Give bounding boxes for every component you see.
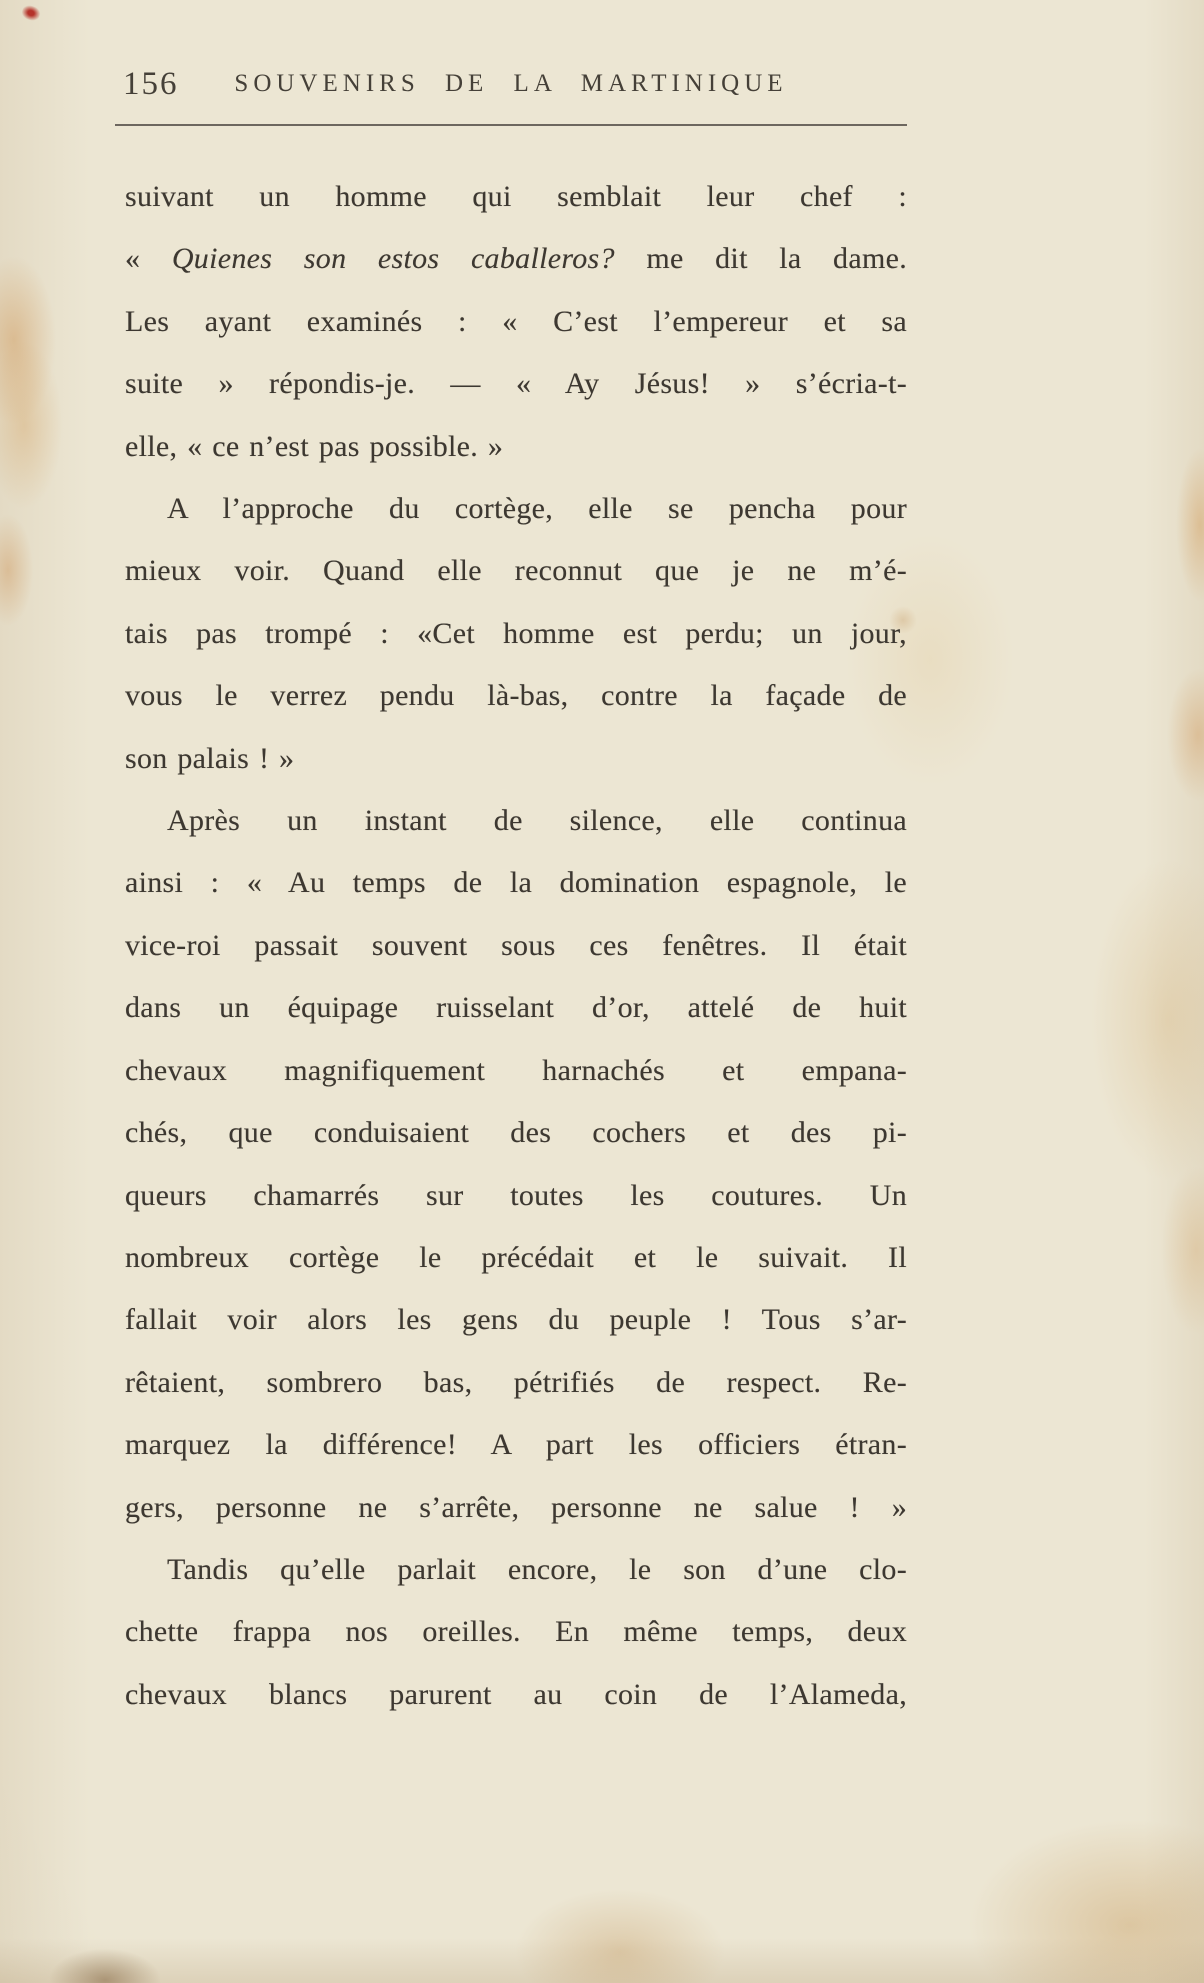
text-line: tais pas trompé : «Cet homme est perdu; un jour, [125,616,907,650]
text-line: chés, que conduisaient des cochers et des pi- [125,1116,907,1150]
text-line: mieux voir. Quand elle reconnut que je ne m’é- [125,554,907,588]
text-line: vice-roi passait souvent sous ces fenêtres. Il était [125,928,907,962]
text-line: A l’approche du cortège, elle se pencha pour [167,492,907,526]
page-header [115,66,907,110]
text-line: Après un instant de silence, elle continua [167,804,907,838]
paragraph [125,1539,907,1726]
text-line: marquez la différence! A part les officiers étran- [125,1428,907,1462]
text-line: Les ayant examinés : « C’est l’empereur et sa [125,304,907,338]
red-ink-mark [20,4,41,23]
text-line: gers, personne ne s’arrête, personne ne salue ! » [125,1490,907,1524]
text-segment: « [125,242,172,276]
text-line: vous le verrez pendu là-bas, contre la façade de [125,679,907,713]
text-line: elle, « ce n’est pas possible. » [125,429,504,463]
text-line: nombreux cortège le précédait et le suivait. Il [125,1240,907,1274]
running-title: SOUVENIRS DE LA MARTINIQUE [234,70,788,97]
page-body [125,166,907,1726]
text-line: chette frappa nos oreilles. En même temps, deux [125,1615,907,1649]
text-line: chevaux magnifiquement harnachés et empana- [125,1053,907,1087]
paragraph [125,166,907,478]
paragraph [125,478,907,790]
text-line: rêtaient, sombrero bas, pétrifiés de respect. Re- [125,1365,907,1399]
page-number: 156 [123,66,179,102]
text-segment-italic: Quienes son estos caballeros? [171,242,615,276]
text-segment: me dit la dame. [614,242,907,276]
text-line: chevaux blancs parurent au coin de l’Alameda, [125,1677,907,1711]
text-line: queurs chamarrés sur toutes les coutures. Un [125,1178,907,1212]
text-line: ainsi : « Au temps de la domination espagnole, le [125,866,907,900]
header-rule [115,124,907,126]
text-line [125,228,907,290]
paragraph [125,790,907,1539]
text-line: dans un équipage ruisselant d’or, attelé de huit [125,991,907,1025]
text-line: son palais ! » [125,741,295,775]
text-line: suivant un homme qui semblait leur chef : [125,180,907,213]
text-line: Tandis qu’elle parlait encore, le son d’une clo- [167,1552,907,1586]
text-line: fallait voir alors les gens du peuple ! Tous s’ar- [125,1303,907,1337]
text-line: suite » répondis-je. — « Ay Jésus! » s’écria-t- [125,367,907,401]
